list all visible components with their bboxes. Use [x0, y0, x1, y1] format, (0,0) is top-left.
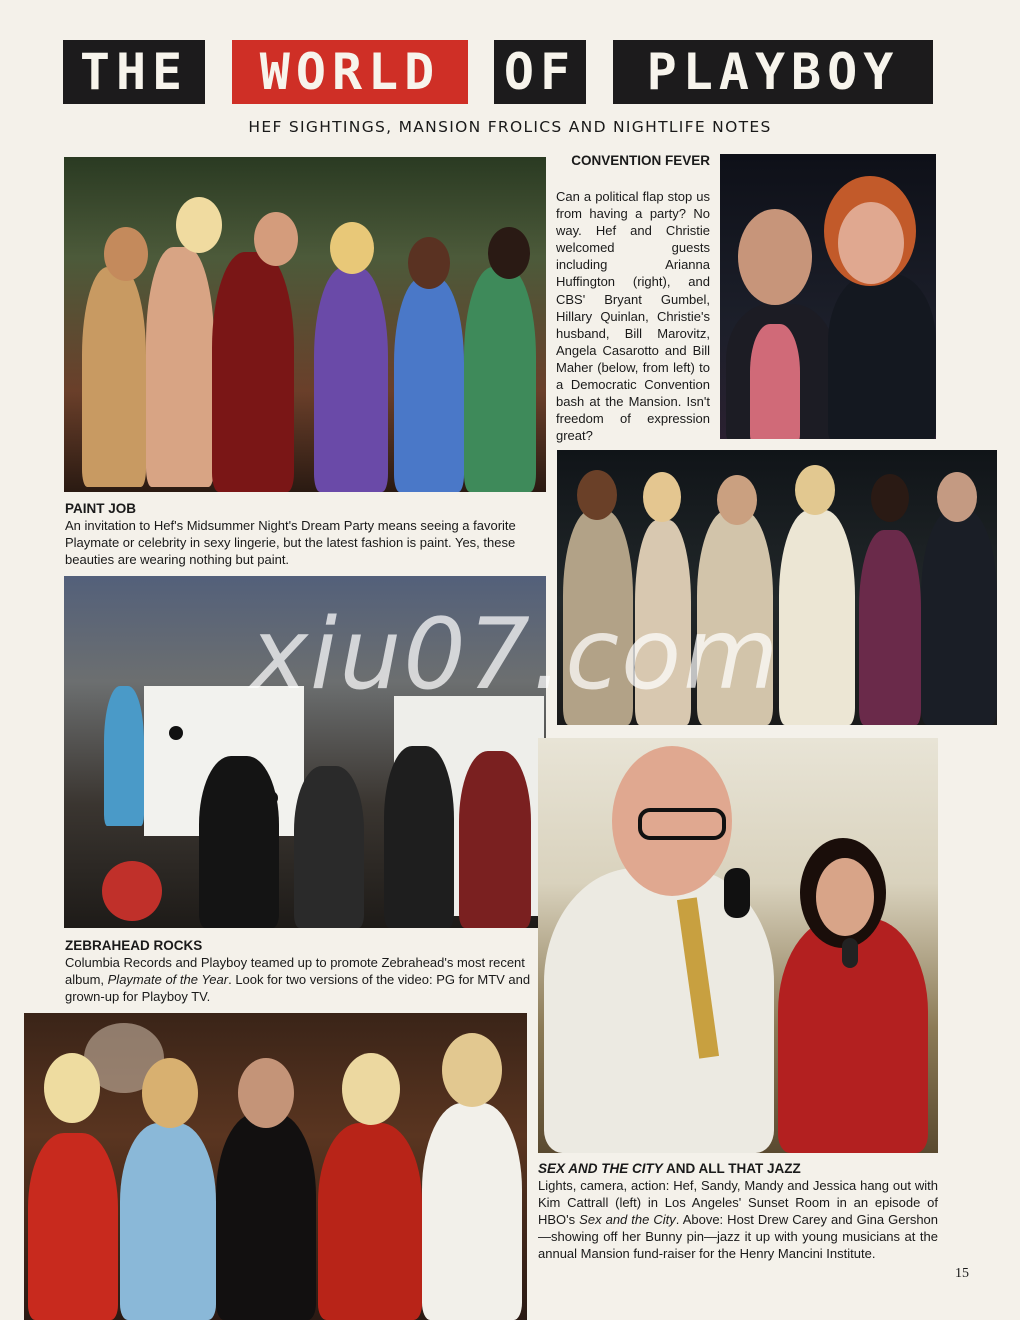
- zebrahead-body-part: . Look for two versions of the video: PG for MTV and grown-up for Playboy TV.: [65, 972, 531, 1004]
- city-body-part: . Above: Host Drew Carey and Gina Gershon—showing off her Bunny pin—jazz it up with young musicians at the annual Mansion fund-raiser for the Henry Mancini Institute.: [538, 1212, 939, 1261]
- city-heading-show: SEX AND THE CITY: [538, 1161, 663, 1176]
- zebrahead-heading: ZEBRAHEAD ROCKS: [65, 938, 203, 953]
- title-word-playboy: PLAYBOY: [613, 40, 933, 104]
- zebrahead-caption: [65, 938, 535, 1005]
- convention-body: Can a political flap stop us from having a party? No way. Hef and Christie welcomed guests including Arianna Huffington (right), and CBS' Bryant Gumbel, Hillary Quinlan, Christie's husband, Bill Marovitz, Angela Casarotto and Bill Maher (below, from left) to a Democratic Convention bash at the Mansion. Isn't freedom of expression great?: [556, 189, 710, 444]
- convention-photo: [720, 154, 936, 439]
- city-heading: [538, 1161, 938, 1176]
- city-body-part: Lights, camera, action: Hef, Sandy, Mandy and Jessica hang out with Kim Cattrall (left) in Los Angeles' Sunset Room in an episode of HBO's: [538, 1178, 938, 1227]
- city-body: [538, 1177, 938, 1262]
- subtitle: HEF SIGHTINGS, MANSION FROLICS AND NIGHTLIFE NOTES: [248, 118, 772, 136]
- carey-gershon-photo: [538, 738, 938, 1153]
- page-number: 15: [955, 1266, 969, 1281]
- sex-and-the-city-photo: [24, 1013, 527, 1320]
- paint-job-heading: PAINT JOB: [65, 501, 137, 516]
- city-show-title: Sex and the City: [579, 1212, 676, 1227]
- convention-heading: CONVENTION FEVER: [571, 153, 710, 168]
- city-heading-rest: AND ALL THAT JAZZ: [662, 1161, 801, 1176]
- title-word-of: OF: [494, 40, 586, 104]
- zebrahead-body: [65, 954, 535, 1005]
- title-word-world: WORLD: [232, 40, 468, 104]
- paint-job-caption: [65, 501, 547, 568]
- city-caption: [538, 1161, 938, 1262]
- zebrahead-album-title: Playmate of the Year: [107, 972, 229, 987]
- paint-job-body: An invitation to Hef's Midsummer Night's Dream Party means seeing a favorite Playmate or celebrity in sexy lingerie, but the latest fashion is paint. Yes, these beauties are wearing nothing but paint.: [65, 518, 516, 567]
- paint-job-photo: [64, 157, 546, 492]
- title-word-the: THE: [63, 40, 205, 104]
- watermark: xiu07.com: [250, 598, 781, 712]
- zebrahead-body-part: Columbia Records and Playboy teamed up to promote Zebrahead's most recent album,: [65, 955, 525, 987]
